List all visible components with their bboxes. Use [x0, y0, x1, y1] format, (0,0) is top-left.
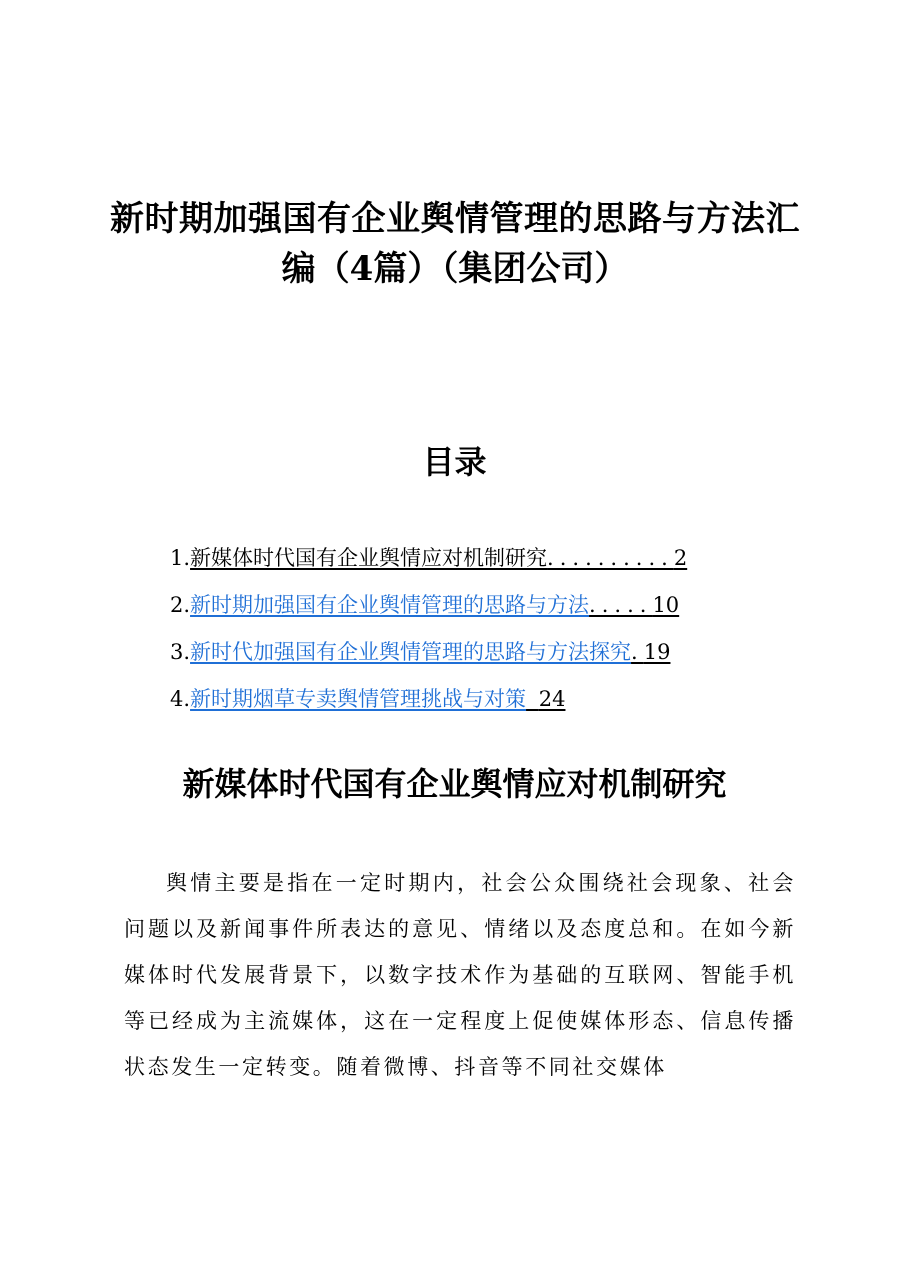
toc-item-number: 1.: [170, 546, 191, 570]
toc-item-page: 19: [643, 640, 671, 664]
toc-item-leader: .....: [589, 593, 653, 617]
toc-item-3[interactable]: [170, 632, 770, 679]
toc-item-page: 2: [673, 546, 688, 570]
toc-item-1[interactable]: [170, 538, 770, 585]
toc-item-title-link[interactable]: 新时代加强国有企业舆情管理的思路与方法探究: [190, 640, 632, 664]
document-title-line-1: 新时期加强国有企业舆情管理的思路与方法汇: [110, 199, 800, 239]
toc-item-page: 24: [538, 687, 566, 711]
toc-item-number: 2.: [170, 593, 191, 617]
toc-item-page: 10: [652, 593, 680, 617]
toc-item-number: 4.: [170, 687, 191, 711]
toc-item-title-link[interactable]: 新时期加强国有企业舆情管理的思路与方法: [190, 593, 590, 617]
section-title: 新媒体时代国有企业舆情应对机制研究: [182, 765, 727, 803]
toc-item-leader: ..........: [547, 546, 674, 570]
toc-item-leader: [526, 687, 539, 711]
toc-item-number: 3.: [170, 640, 191, 664]
document-title-line-2: 编（4篇）（集团公司）: [281, 249, 629, 289]
toc-heading: 目录: [422, 443, 487, 481]
toc-item-title-link[interactable]: 新时期烟草专卖舆情管理挑战与对策: [190, 687, 527, 711]
body-paragraph: 舆情主要是指在一定时期内，社会公众围绕社会现象、社会问题以及新闻事件所表达的意见、情绪以及态度总和。在如今新媒体时代发展背景下，以数字技术作为基础的互联网、智能手机等已经成为主流媒体，这在一定程度上促使媒体形态、信息传播状态发生一定转变。随着微博、抖音等不同社交媒体: [124, 871, 796, 1079]
table-of-contents: [170, 538, 770, 726]
toc-item-2[interactable]: [170, 585, 770, 632]
toc-item-leader: .: [631, 640, 644, 664]
toc-item-4[interactable]: [170, 679, 770, 726]
toc-item-title[interactable]: 新媒体时代国有企业舆情应对机制研究: [190, 546, 548, 570]
